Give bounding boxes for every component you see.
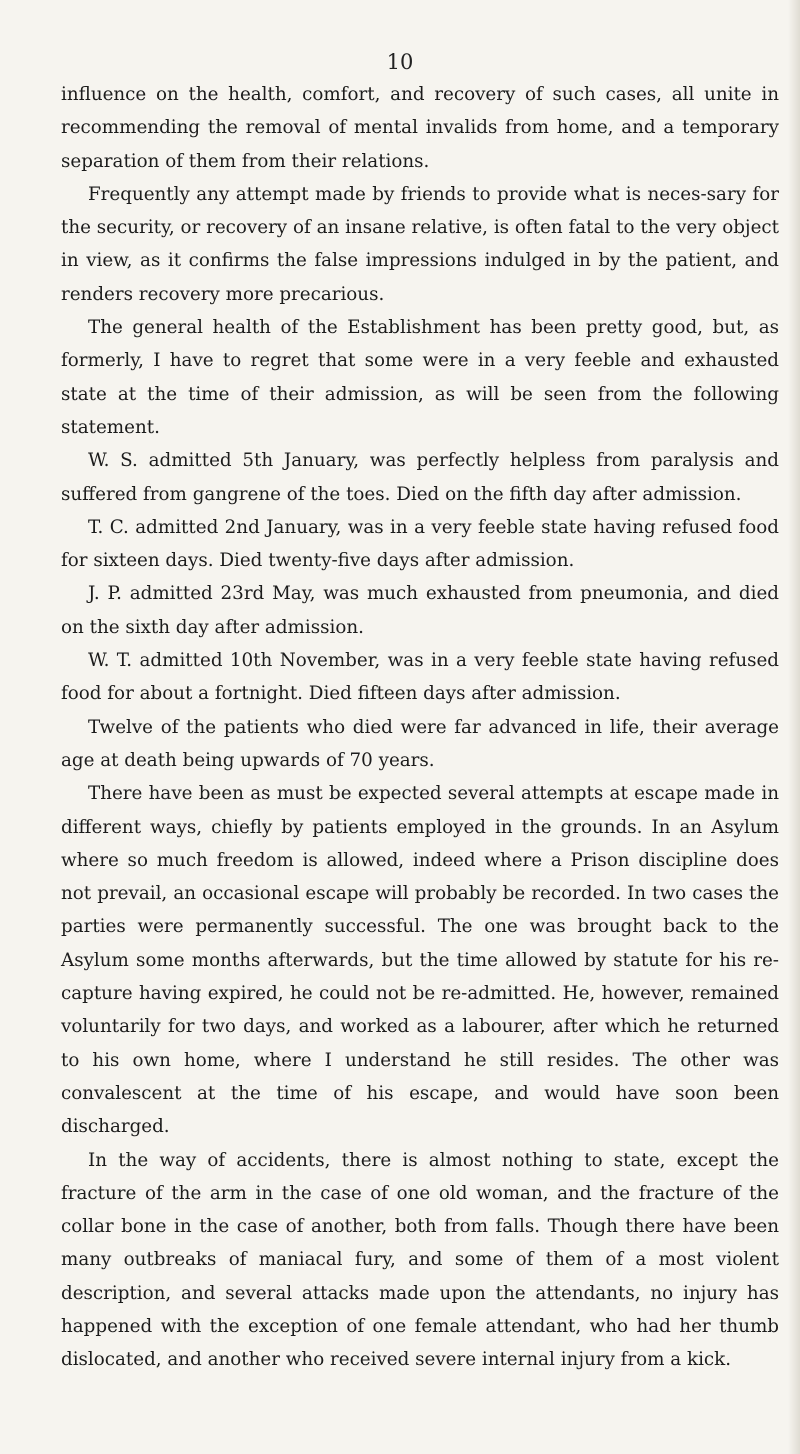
- paragraph-ages: Twelve of the patients who died were far advanced in life, their average age at death being upwards of 70 years.: [61, 716, 779, 771]
- case-entry-jp: J. P. admitted 23rd May, was much exhausted from pneumonia, and died on the sixth day after admission.: [61, 583, 779, 638]
- paragraph-escapes: There have been as must be expected several attempts at escape made in different ways, chiefly by patients employed in the grounds. In an Asylum where so much freedom is allowed, indeed where a Prison discipline does not prevail, an occasional escape will probably be recorded. In two cases the parties were permanently successful. The one was brought back to the Asylum some months afterwards, but the time allowed by statute for his re-capture having expired, he could not be re-admitted. He, however, remained voluntarily for two days, and worked as a labourer, after which he returned to his own home, where I understand he still resides. The other was convalescent at the time of his escape, and would have soon been discharged.: [61, 783, 779, 1138]
- case-entry-tc: T. C. admitted 2nd January, was in a very feeble state having refused food for sixteen days. Died twenty-five days after admission.: [61, 516, 779, 572]
- case-entry-wt: W. T. admitted 10th November, was in a very feeble state having refused food for about a fortnight. Died fifteen days after admission.: [61, 650, 779, 705]
- page-edge-shadow: [788, 0, 800, 1454]
- paragraph-general-health: The general health of the Establishment has been pretty good, but, as formerly, I have to regret that some were in a very feeble and exhausted state at the time of their admission, as will be seen from the following statement.: [61, 317, 779, 438]
- body-text: [61, 78, 779, 1377]
- paragraph-continuation: influence on the health, comfort, and recovery of such cases, all unite in recommending the removal of mental invalids from home, and a temporary separation of them from their relations.: [61, 84, 779, 172]
- page-number: 10: [386, 50, 414, 74]
- case-entry-ws: W. S. admitted 5th January, was perfectly helpless from paralysis and suffered from gangrene of the toes. Died on the fifth day after admission.: [61, 450, 779, 505]
- paragraph-accidents: In the way of accidents, there is almost nothing to state, except the fracture of the arm in the case of one old woman, and the fracture of the collar bone in the case of another, both from falls. Though there have been many outbreaks of maniacal fury, and some of them of a most violent description, and several attacks made upon the attendants, no injury has happened with the exception of one female attendant, who had her thumb dislocated, and another who received severe internal injury from a kick.: [61, 1149, 779, 1371]
- paragraph-friends-attempt: Frequently any attempt made by friends to provide what is neces-sary for the security, or recovery of an insane relative, is often fatal to the very object in view, as it confirms the false impressions indulged in by the patient, and renders recovery more precarious.: [61, 183, 779, 305]
